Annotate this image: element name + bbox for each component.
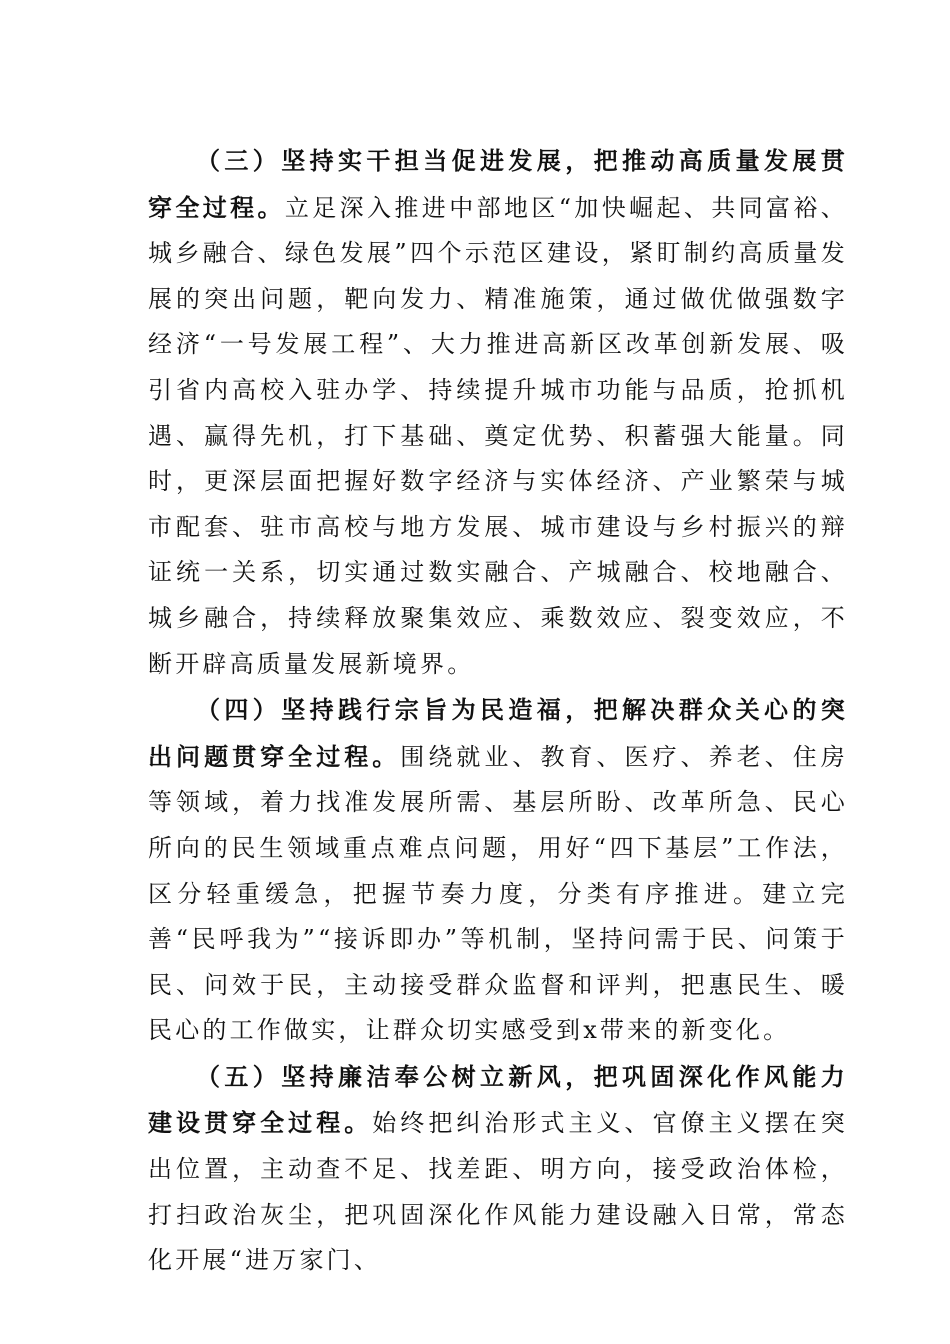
section-4-text: 围绕就业、教育、医疗、养老、住房等领域，着力找准发展所需、基层所盼、改革所急、民心所向的民生领域重点难点问题，用好“四下基层”工作法，区分轻重缓急，把握节奏力度，分类有序推进。建立完善“民呼我为”“接诉即办”等机制，坚持问需于民、问策于民、问效于民，主动接受群众监督和评判，把惠民生、暖民心的工作做实，让群众切实感受到x带来的新变化。: [148, 742, 848, 1045]
document-body: [148, 138, 848, 1284]
paragraph-section-4: [148, 687, 848, 1054]
section-4-heading: （四）坚持践行宗旨为民造福，把解决群众关心的突出问题贯穿全过程。: [148, 695, 848, 771]
paragraph-section-5: [148, 1054, 848, 1284]
section-3-heading: （三）坚持实干担当促进发展，把推动高质量发展贯穿全过程。: [148, 146, 848, 222]
section-5-text: 始终把纠治形式主义、官僚主义摆在突出位置，主动查不足、找差距、明方向，接受政治体检，打扫政治灰尘，把巩固深化作风能力建设融入日常，常态化开展“进万家门、: [148, 1109, 848, 1275]
section-3-text: 立足深入推进中部地区“加快崛起、共同富裕、城乡融合、绿色发展”四个示范区建设，紧盯制约高质量发展的突出问题，靶向发力、精准施策，通过做优做强数字经济“一号发展工程”、大力推进高新区改革创新发展、吸引省内高校入驻办学、持续提升城市功能与品质，抢抓机遇、赢得先机，打下基础、奠定优势、积蓄强大能量。同时，更深层面把握好数字经济与实体经济、产业繁荣与城市配套、驻市高校与地方发展、城市建设与乡村振兴的辩证统一关系，切实通过数实融合、产城融合、校地融合、城乡融合，持续释放聚集效应、乘数效应、裂变效应，不断开辟高质量发展新境界。: [148, 193, 848, 678]
paragraph-section-3: [148, 138, 848, 687]
section-5-heading: （五）坚持廉洁奉公树立新风，把巩固深化作风能力建设贯穿全过程。: [148, 1061, 848, 1138]
